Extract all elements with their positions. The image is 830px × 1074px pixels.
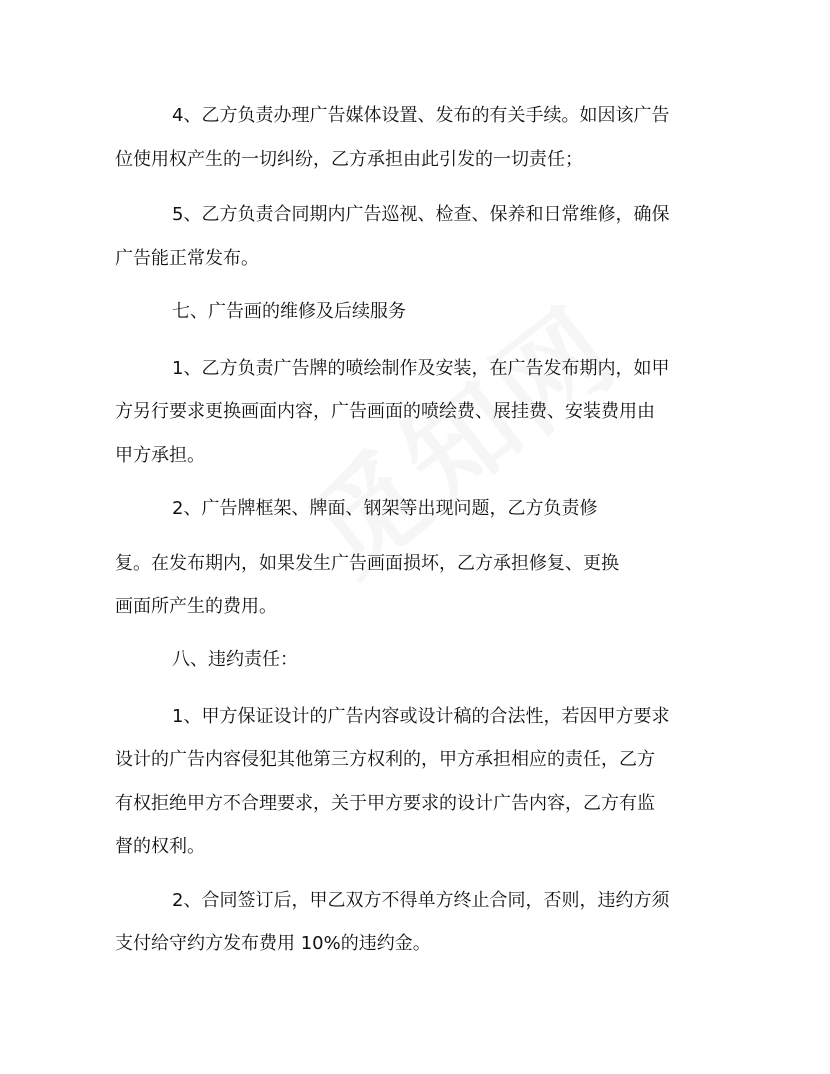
paragraph-line: 复。在发布期内，如果发生广告画面损坏，乙方承担修复、更换 [115,553,619,574]
paragraph-line: 位使用权产生的一切纠纷，乙方承担由此引发的一切责任； [115,149,583,170]
section-heading: 七、广告画的维修及后续服务 [172,301,406,322]
paragraph-line: 5、乙方负责合同期内广告巡视、检查、保养和日常维修，确保 [172,204,670,225]
paragraph-line: 督的权利。 [115,836,205,857]
paragraph-line: 甲方承担。 [115,445,205,466]
paragraph-line: 2、合同签订后，甲乙双方不得单方终止合同，否则，违约方须 [172,890,670,911]
paragraph-line: 设计的广告内容侵犯其他第三方权利的，甲方承担相应的责任，乙方 [115,749,655,770]
paragraph-line: 画面所产生的费用。 [115,596,277,617]
paragraph-line: 支付给守约方发布费用 10%的违约金。 [115,933,431,954]
paragraph-line: 方另行要求更换画面内容，广告画面的喷绘费、展挂费、安装费用由 [115,401,655,422]
paragraph-line: 2、广告牌框架、牌面、钢架等出现问题，乙方负责修 [172,498,598,519]
paragraph-line: 广告能正常发布。 [115,248,259,269]
paragraph-line: 1、乙方负责广告牌的喷绘制作及安装，在广告发布期内，如甲 [172,358,670,379]
paragraph-line: 1、甲方保证设计的广告内容或设计稿的合法性，若因甲方要求 [172,706,670,727]
paragraph-line: 4、乙方负责办理广告媒体设置、发布的有关手续。如因该广告 [172,105,670,126]
paragraph-line: 有权拒绝甲方不合理要求，关于甲方要求的设计广告内容，乙方有监 [115,793,655,814]
section-heading: 八、违约责任： [172,649,298,670]
